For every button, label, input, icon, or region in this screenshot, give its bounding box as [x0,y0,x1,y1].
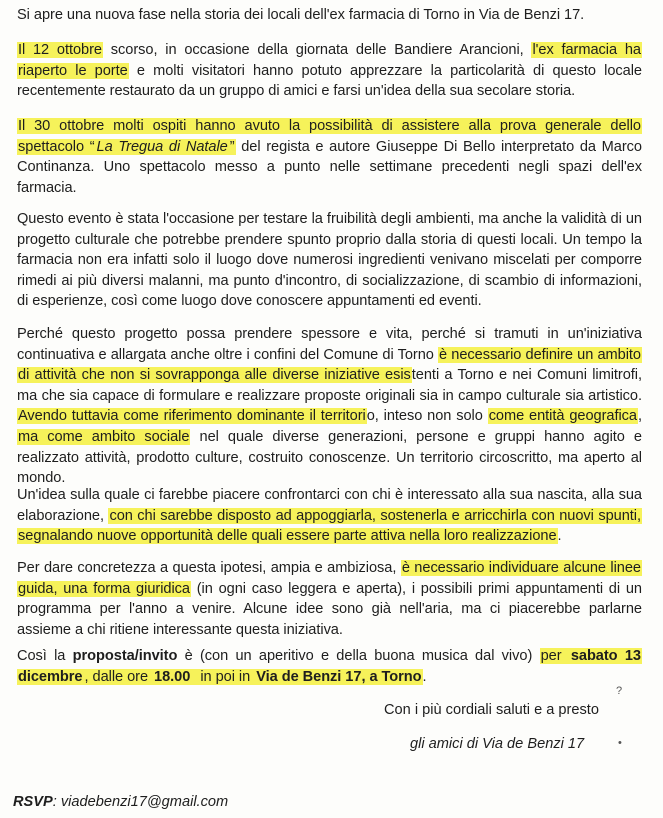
paragraph-project [17,324,642,489]
text-run: . [422,668,427,685]
event-address: Via de Benzi 17, a Torno [256,668,422,685]
text-run: Per dare concretezza a questa ipotesi, ampia e ambiziosa, [17,560,401,576]
text-run: o, inteso non solo [366,408,488,425]
highlight-dress-rehearsal: Il 30 ottobre molti ospiti hanno avuto la possibilità di assistere alla prova generale dello spettacolo “ [18,118,641,155]
paragraph-idea [17,485,642,547]
paragraph-guidelines [17,558,642,640]
paragraph-invitation [17,646,642,687]
text-run: Un'idea sulla quale ci farebbe piacere confrontarci con chi è interessato alla sua nascita, alla sua elaborazione, [17,487,642,524]
highlight-guidelines: è necessario individuare alcune linee guida, una forma giuridica [18,560,641,597]
text-run: Così la [17,648,73,664]
signature: gli amici di Via de Benzi 17 [410,736,585,752]
text-run: è (con un aperitivo e della buona musica dal vivo) [177,648,540,664]
text-run: tenti a Torno e nei Comuni limitrofi, ma che sia capace di formulare e realizzare proposte originali sia in campo culturale sia artistico. [17,367,642,404]
highlight-run: , dalle ore [84,668,153,685]
highlight-quote-close: ” [229,138,235,155]
text-run: (in ogni caso leggera e aperta), i possibili primi appuntamenti di un programma per l'anno a venire. Alcune idee sono già nell'aria, ma ci piacerebbe parlarne assieme a chi ritiene interessante questa iniziativa. [17,580,642,638]
text-run: Perché questo progetto possa prendere spessore e vita, perché si tramuti in un'iniziativa continuativa e allargata anche oltre i confini del Comune di Torno [17,326,642,363]
paragraph-intro [17,5,642,26]
event-date: sabato 13 dicembre [18,648,641,685]
proposal-invite: proposta/invito [72,648,178,664]
highlight-run: per [540,648,569,664]
highlight-social: ma come ambito sociale [18,428,190,445]
rsvp-line [13,792,228,812]
event-text: Questo evento è stata l'occasione per testare la fruibilità degli ambienti, ma anche la validità di un progetto culturale che potrebbe prendere spunto proprio dalla storia di questi locali. Un tempo la farmacia non era infatti solo il luogo dove numerosi ingredienti venivano miscelati per comporre rimedi ai più diversi malanni, ma punto d'incontro, di socializzazione, di scambio di informazioni, di esperienze, così come luogo dove conoscere appuntamenti ed eventi. [17,211,642,310]
highlight-date: Il 12 ottobre [18,42,102,58]
highlight-run: in poi in [192,668,255,685]
highlight-geographic: come entità geografica [488,408,637,425]
paragraph-october-30 [17,116,642,198]
highlight-define-scope: è necessario definire un ambito di attività che non si sovrapponga alle diverse iniziative esis [18,346,641,384]
text-run: e molti visitatori hanno potuto apprezzare la particolarità di questo locale recentemente restaurato da un gruppo di amici e farsi un'idea della sua secolare storia. [17,62,642,100]
rsvp-label: RSVP [13,794,53,810]
closing-greeting: Con i più cordiali saluti e a presto [384,702,599,718]
text-run: , [637,408,642,425]
text-run: scorso, in occasione della giornata delle Bandiere Arancioni, [103,42,532,58]
show-title: La Tregua di Natale [96,138,228,155]
rsvp-email: : viadebenzi17@gmail.com [52,794,229,810]
ink-mark: • [618,737,622,749]
highlight-reopened: l'ex farmacia ha riaperto le porte [18,42,641,79]
paragraph-october-12 [17,40,642,102]
event-time: 18.00 [154,668,191,685]
intro-text: Si apre una nuova fase nella storia dei locali dell'ex farmacia di Torno in Via de Benzi 17. [17,7,585,23]
text-run: del regista e autore Giuseppe Di Bello interpretato da Marco Continanza. Uno spettacolo messo a punto nelle settimane precedenti negli spazi dell'ex farmacia. [17,138,642,196]
paragraph-event [17,209,642,312]
ink-mark: ? [616,685,623,697]
text-run: nel quale diverse generazioni, persone e gruppi hanno agito e realizzato attività, prodotto culture, costruito conoscenze. Un territorio circoscritto, ma aperto al mondo. [17,428,642,487]
highlight-support: con chi sarebbe disposto ad appoggiarla, sostenerla e arricchirla con nuovi spunti, segnalando nuove opportunità delle quali essere parte attiva nella loro realizzazione [18,507,641,545]
highlight-territory: Avendo tuttavia come riferimento dominante il territori [18,408,366,425]
text-run: . [557,528,562,545]
